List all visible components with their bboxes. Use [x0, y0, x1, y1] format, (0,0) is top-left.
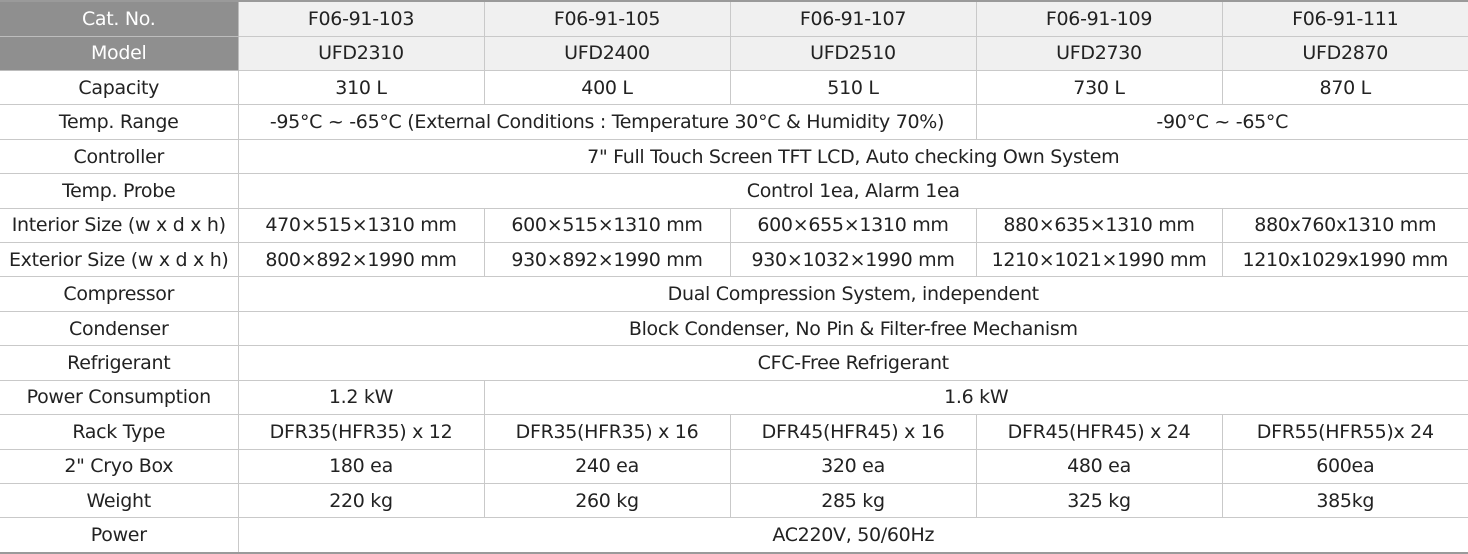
cat-no-cell: F06-91-111 — [1222, 1, 1468, 36]
condenser-cell: Block Condenser, No Pin & Filter-free Mechanism — [238, 311, 1468, 345]
interior-size-cell: 880x760x1310 mm — [1222, 208, 1468, 242]
table-row-cryo-box — [0, 449, 1468, 483]
table-row-compressor — [0, 277, 1468, 311]
row-label-condenser: Condenser — [0, 311, 238, 345]
table-row-interior-size — [0, 208, 1468, 242]
row-label-refrigerant: Refrigerant — [0, 346, 238, 380]
compressor-cell: Dual Compression System, independent — [238, 277, 1468, 311]
weight-cell: 285 kg — [730, 483, 976, 517]
cat-no-cell: F06-91-105 — [484, 1, 730, 36]
rack-type-cell: DFR35(HFR35) x 12 — [238, 415, 484, 449]
row-label-compressor: Compressor — [0, 277, 238, 311]
table-row-controller — [0, 139, 1468, 173]
exterior-size-cell: 1210x1029x1990 mm — [1222, 243, 1468, 277]
table-row-model — [0, 36, 1468, 70]
row-label-temp-range: Temp. Range — [0, 105, 238, 139]
row-label-cat-no: Cat. No. — [0, 1, 238, 36]
exterior-size-cell: 1210×1021×1990 mm — [976, 243, 1222, 277]
rack-type-cell: DFR45(HFR45) x 16 — [730, 415, 976, 449]
capacity-cell: 510 L — [730, 71, 976, 105]
cryo-box-cell: 240 ea — [484, 449, 730, 483]
capacity-cell: 870 L — [1222, 71, 1468, 105]
model-cell: UFD2310 — [238, 36, 484, 70]
capacity-cell: 400 L — [484, 71, 730, 105]
table-row-condenser — [0, 311, 1468, 345]
weight-cell: 385kg — [1222, 483, 1468, 517]
temp-probe-cell: Control 1ea, Alarm 1ea — [238, 174, 1468, 208]
capacity-cell: 730 L — [976, 71, 1222, 105]
capacity-cell: 310 L — [238, 71, 484, 105]
row-label-weight: Weight — [0, 483, 238, 517]
cryo-box-cell: 480 ea — [976, 449, 1222, 483]
temp-range-cell-group-a: -95°C ~ -65°C (External Conditions : Temperature 30°C & Humidity 70%) — [238, 105, 976, 139]
row-label-cryo-box: 2" Cryo Box — [0, 449, 238, 483]
exterior-size-cell: 930×1032×1990 mm — [730, 243, 976, 277]
power-consumption-cell-rest: 1.6 kW — [484, 380, 1468, 414]
row-label-power-consumption: Power Consumption — [0, 380, 238, 414]
cryo-box-cell: 320 ea — [730, 449, 976, 483]
model-cell: UFD2730 — [976, 36, 1222, 70]
controller-cell: 7" Full Touch Screen TFT LCD, Auto checking Own System — [238, 139, 1468, 173]
temp-range-cell-group-b: -90°C ~ -65°C — [976, 105, 1468, 139]
power-consumption-cell: 1.2 kW — [238, 380, 484, 414]
rack-type-cell: DFR35(HFR35) x 16 — [484, 415, 730, 449]
table-row-refrigerant — [0, 346, 1468, 380]
cat-no-cell: F06-91-103 — [238, 1, 484, 36]
cat-no-cell: F06-91-109 — [976, 1, 1222, 36]
row-label-controller: Controller — [0, 139, 238, 173]
rack-type-cell: DFR45(HFR45) x 24 — [976, 415, 1222, 449]
exterior-size-cell: 930×892×1990 mm — [484, 243, 730, 277]
row-label-power: Power — [0, 518, 238, 553]
table-row-weight — [0, 483, 1468, 517]
interior-size-cell: 880×635×1310 mm — [976, 208, 1222, 242]
row-label-model: Model — [0, 36, 238, 70]
table-row-temp-probe — [0, 174, 1468, 208]
weight-cell: 325 kg — [976, 483, 1222, 517]
row-label-exterior-size: Exterior Size (w x d x h) — [0, 243, 238, 277]
row-label-rack-type: Rack Type — [0, 415, 238, 449]
table-row-power-consumption — [0, 380, 1468, 414]
cat-no-cell: F06-91-107 — [730, 1, 976, 36]
row-label-interior-size: Interior Size (w x d x h) — [0, 208, 238, 242]
power-cell: AC220V, 50/60Hz — [238, 518, 1468, 553]
model-cell: UFD2870 — [1222, 36, 1468, 70]
table-row-rack-type — [0, 415, 1468, 449]
weight-cell: 260 kg — [484, 483, 730, 517]
exterior-size-cell: 800×892×1990 mm — [238, 243, 484, 277]
cryo-box-cell: 600ea — [1222, 449, 1468, 483]
model-cell: UFD2510 — [730, 36, 976, 70]
row-label-temp-probe: Temp. Probe — [0, 174, 238, 208]
cryo-box-cell: 180 ea — [238, 449, 484, 483]
table-row-power — [0, 518, 1468, 553]
interior-size-cell: 600×655×1310 mm — [730, 208, 976, 242]
interior-size-cell: 600×515×1310 mm — [484, 208, 730, 242]
refrigerant-cell: CFC-Free Refrigerant — [238, 346, 1468, 380]
interior-size-cell: 470×515×1310 mm — [238, 208, 484, 242]
table-row-exterior-size — [0, 243, 1468, 277]
table-row-cat-no — [0, 1, 1468, 36]
rack-type-cell: DFR55(HFR55)x 24 — [1222, 415, 1468, 449]
weight-cell: 220 kg — [238, 483, 484, 517]
table-row-temp-range — [0, 105, 1468, 139]
table-row-capacity — [0, 71, 1468, 105]
model-cell: UFD2400 — [484, 36, 730, 70]
row-label-capacity: Capacity — [0, 71, 238, 105]
